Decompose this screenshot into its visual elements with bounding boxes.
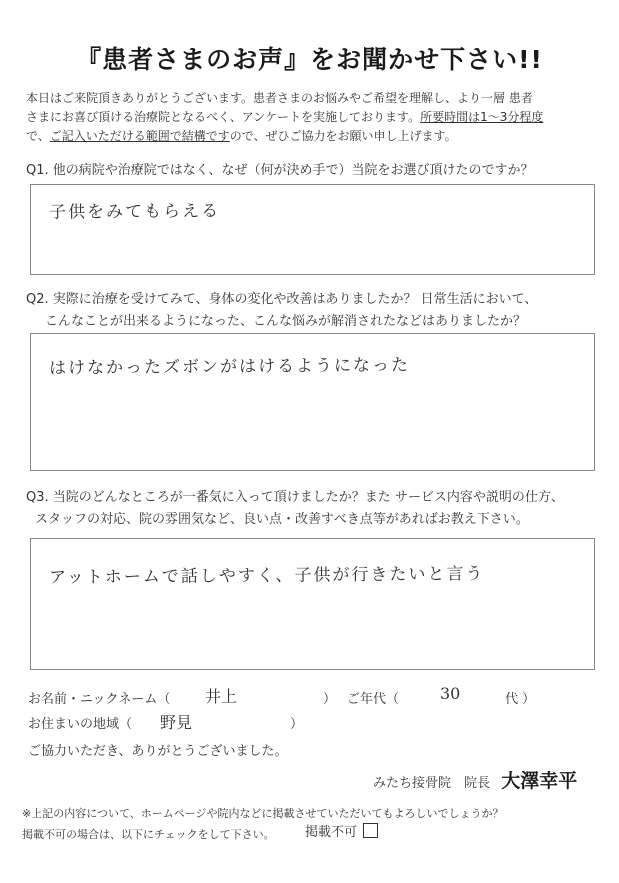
area-close: ） (290, 717, 304, 732)
age-unit: 代 ） (505, 692, 536, 707)
answer-1: 子供をみてもらえる (48, 201, 221, 223)
no-publish-option (305, 821, 378, 840)
answer-box-1[interactable] (30, 184, 595, 275)
publish-note: ※上記の内容について、ホームページや院内などに掲載させていただいてもよろしいでしょうか？ (22, 807, 504, 820)
answer-2: はけなかったズボンがはけるようになった (48, 355, 411, 379)
question-3: Q3. 当院のどんなところが一番気に入って頂けましたか？また サービス内容や説明の仕方、 スタッフの対応、院の雰囲気など、良い点・改善すべき点等があればお教え下さい。 (26, 490, 564, 527)
answer-3: アットホームで話しやすく、子供が行きたいと言う (48, 564, 485, 588)
name-close: ） (323, 692, 337, 707)
name-value[interactable]: 井上 (205, 687, 238, 706)
answer-box-2[interactable] (30, 333, 595, 471)
no-publish-checkbox[interactable] (363, 823, 378, 838)
age-label: ご年代（ (347, 692, 400, 707)
question-2: Q2. 実際に治療を受けてみて、身体の変化や改善はありましたか？ 日常生活において、 こんなことが出来るようになった、こんな悩みが解消されたなどはありましたか？ (26, 292, 538, 329)
thanks-text: ご協力いただき、ありがとうございました。 (28, 744, 288, 759)
clinic-name: みたち接骨院 (373, 776, 452, 791)
intro-text (26, 89, 596, 146)
check-instruction: 掲載不可の場合は、以下にチェックをして下さい。 (22, 828, 275, 841)
area-label: お住まいの地域（ (28, 717, 133, 732)
time-note: 所要時間は1〜3分程度 (420, 110, 544, 124)
intro-line-1: 本日はご来院頂きありがとうございます。患者さまのお悩みやご希望を理解し、より一層 患者 (26, 91, 533, 105)
name-label: お名前・ニックネーム（ (28, 692, 171, 707)
no-publish-label: 掲載不可 (305, 825, 358, 840)
director-name: 大澤幸平 (501, 770, 578, 792)
clinic-signature (373, 766, 577, 793)
age-value[interactable]: 30 (440, 684, 461, 703)
range-note: ご記入いただける範囲で結構です (49, 129, 230, 143)
page-title: 『患者さまのお声』をお聞かせ下さい!! (76, 45, 543, 74)
clinic-role: 院長 (464, 776, 491, 791)
intro-line-3: で、ご記入いただける範囲で結構ですので、ぜひご協力をお願い申し上げます。 (26, 129, 457, 143)
area-value[interactable]: 野見 (160, 713, 193, 732)
answer-box-3[interactable] (30, 538, 595, 670)
intro-line-2: さまにお喜び頂ける治療院となるべく、アンケートを実施しております。所要時間は1〜3分程度 (26, 110, 544, 124)
question-1: Q1. 他の病院や治療院ではなく、なぜ（何が決め手で）当院をお選び頂けたのですか？ (26, 163, 534, 178)
